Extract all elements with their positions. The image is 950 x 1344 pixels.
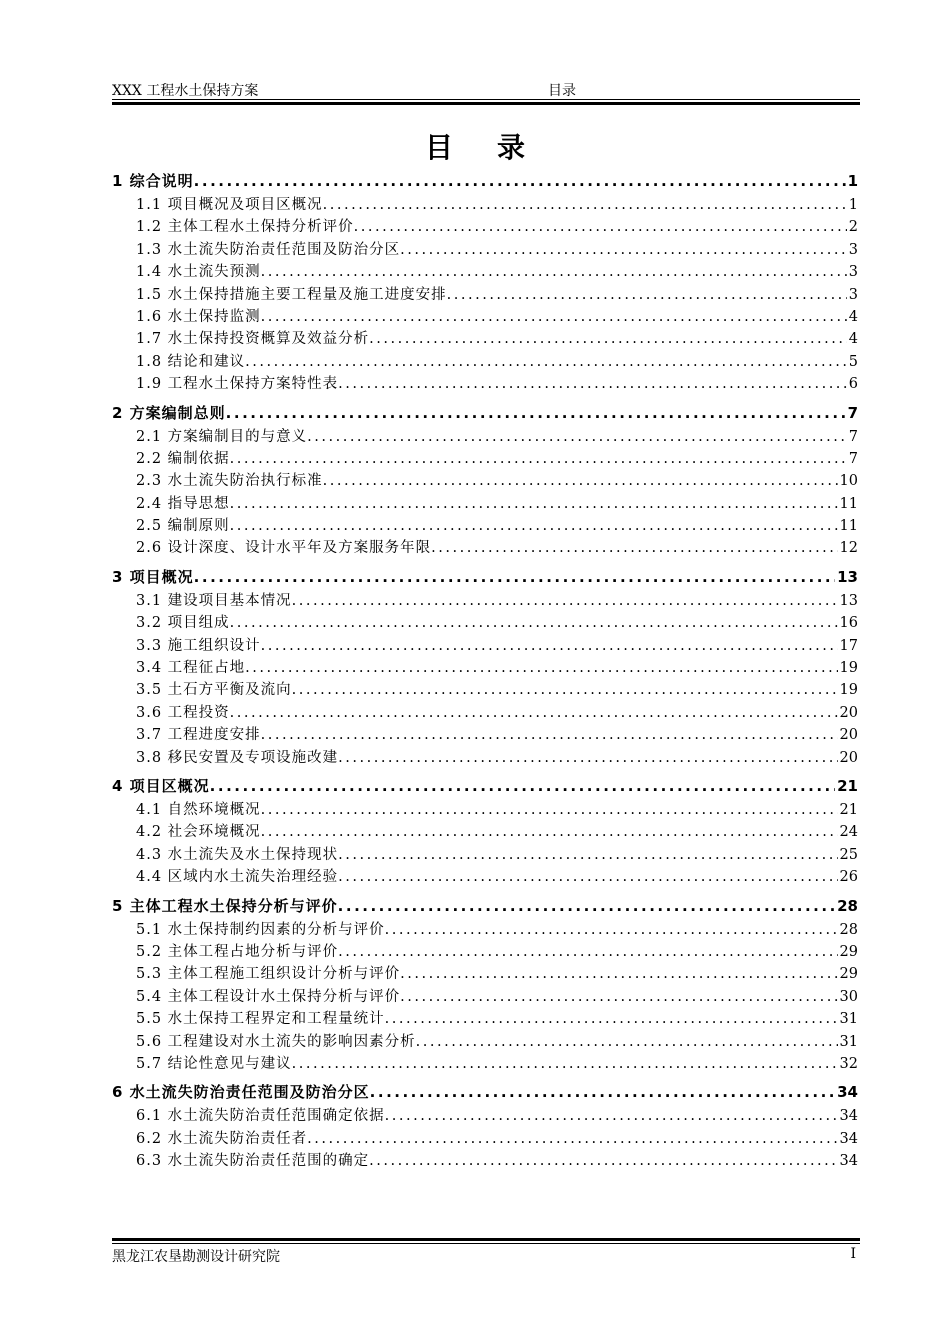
toc-entry-page-number: 6	[848, 376, 858, 393]
toc-chapter-entry[interactable]	[112, 893, 858, 919]
toc-entry-label: 6.1 水土流失防治责任范围确定依据	[136, 1108, 385, 1125]
toc-dot-leader	[261, 306, 847, 328]
toc-dot-leader	[338, 866, 837, 888]
toc-dot-leader	[245, 351, 847, 373]
toc-dot-leader	[226, 400, 846, 426]
toc-dot-leader	[194, 564, 835, 590]
toc-section-entry[interactable]	[112, 1105, 858, 1127]
toc-entry-label: 4.4 区域内水土流失治理经验	[136, 869, 339, 886]
page-footer	[112, 1246, 860, 1266]
toc-entry-label: 3.4 工程征占地	[136, 660, 246, 677]
toc-entry-label: 4.1 自然环境概况	[136, 801, 261, 818]
toc-section-entry[interactable]	[112, 470, 858, 492]
toc-section-entry[interactable]	[112, 679, 858, 701]
toc-section-entry[interactable]	[112, 1031, 858, 1053]
toc-section-entry[interactable]	[112, 747, 858, 769]
toc-dot-leader	[230, 702, 838, 724]
toc-entry-page-number: 30	[839, 988, 858, 1005]
toc-dot-leader	[261, 821, 838, 843]
toc-chapter-entry[interactable]	[112, 400, 858, 426]
toc-dot-leader	[261, 799, 838, 821]
toc-section-entry[interactable]	[112, 515, 858, 537]
toc-entry-label: 4.2 社会环境概况	[136, 824, 261, 841]
toc-section-entry[interactable]	[112, 612, 858, 634]
toc-section-entry[interactable]	[112, 194, 858, 216]
toc-entry-page-number: 31	[839, 1033, 858, 1050]
toc-dot-leader	[194, 168, 846, 194]
toc-dot-leader	[400, 963, 837, 985]
toc-dot-leader	[354, 216, 847, 238]
toc-entry-page-number: 19	[839, 682, 858, 699]
toc-section-entry[interactable]	[112, 328, 858, 350]
footer-rule-thick	[112, 1238, 860, 1241]
toc-entry-page-number: 11	[839, 495, 858, 512]
toc-section-entry[interactable]	[112, 284, 858, 306]
toc-entry-page-number: 20	[839, 704, 858, 721]
toc-entry-page-number: 21	[837, 776, 858, 795]
toc-chapter-entry[interactable]	[112, 168, 858, 194]
header-rule-thin	[112, 99, 860, 100]
toc-section-entry[interactable]	[112, 986, 858, 1008]
toc-dot-leader	[338, 747, 837, 769]
toc-dot-leader	[261, 724, 838, 746]
toc-chapter-entry[interactable]	[112, 1079, 858, 1105]
toc-section-entry[interactable]	[112, 351, 858, 373]
toc-entry-label: 3.7 工程进度安排	[136, 727, 261, 744]
toc-entry-page-number: 31	[839, 1011, 858, 1028]
toc-dot-leader	[369, 1150, 837, 1172]
toc-section-entry[interactable]	[112, 426, 858, 448]
footer-organization: 黑龙江农垦勘测设计研究院	[112, 1249, 280, 1265]
toc-entry-label: 2.1 方案编制目的与意义	[136, 428, 308, 445]
toc-dot-leader	[370, 1079, 835, 1105]
toc-dot-leader	[292, 1053, 838, 1075]
title-char-2: 录	[497, 131, 526, 164]
toc-entry-label: 6.3 水土流失防治责任范围的确定	[136, 1153, 370, 1170]
toc-dot-leader	[230, 448, 847, 470]
toc-chapter-entry[interactable]	[112, 564, 858, 590]
footer-page-number: I	[850, 1246, 856, 1262]
toc-dot-leader	[431, 537, 837, 559]
toc-dot-leader	[338, 373, 847, 395]
toc-section-entry[interactable]	[112, 799, 858, 821]
toc-entry-label: 1.8 结论和建议	[136, 353, 246, 370]
toc-entry-page-number: 2	[848, 219, 858, 236]
toc-entry-page-number: 3	[848, 286, 858, 303]
toc-entry-label: 1.7 水土保持投资概算及效益分析	[136, 331, 370, 348]
toc-section-entry[interactable]	[112, 844, 858, 866]
toc-entry-label: 5.6 工程建设对水土流失的影响因素分析	[136, 1033, 416, 1050]
toc-entry-label: 5 主体工程水土保持分析与评价	[112, 896, 338, 915]
toc-section-entry[interactable]	[112, 590, 858, 612]
toc-entry-page-number: 21	[839, 801, 858, 818]
toc-entry-page-number: 10	[839, 473, 858, 490]
toc-chapter-entry[interactable]	[112, 773, 858, 799]
toc-entry-page-number: 7	[847, 403, 858, 422]
toc-section-entry[interactable]	[112, 702, 858, 724]
toc-entry-page-number: 26	[839, 869, 858, 886]
header-document-title: XXX 工程水土保持方案	[112, 83, 259, 99]
toc-entry-page-number: 34	[839, 1108, 858, 1125]
toc-entry-label: 1.4 水土流失预测	[136, 264, 261, 281]
toc-entry-label: 6.2 水土流失防治责任者	[136, 1130, 308, 1147]
toc-dot-leader	[323, 194, 847, 216]
toc-dot-leader	[416, 1031, 838, 1053]
page-header	[112, 80, 860, 98]
toc-entry-label: 1.1 项目概况及项目区概况	[136, 197, 323, 213]
toc-dot-leader	[307, 426, 847, 448]
toc-entry-label: 2 方案编制总则	[112, 403, 226, 422]
toc-entry-page-number: 17	[839, 637, 858, 654]
toc-dot-leader	[210, 773, 835, 799]
toc-dot-leader	[230, 612, 838, 634]
toc-section-entry[interactable]	[112, 1008, 858, 1030]
toc-entry-page-number: 25	[839, 846, 858, 863]
toc-entry-page-number: 20	[839, 727, 858, 744]
toc-section-entry[interactable]	[112, 1150, 858, 1172]
toc-entry-page-number: 7	[848, 428, 858, 445]
toc-dot-leader	[338, 941, 837, 963]
toc-section-entry[interactable]	[112, 373, 858, 395]
toc-section-entry[interactable]	[112, 261, 858, 283]
toc-entry-label: 1.2 主体工程水土保持分析评价	[136, 219, 354, 236]
toc-dot-leader	[245, 657, 837, 679]
toc-section-entry[interactable]	[112, 919, 858, 941]
toc-entry-page-number: 20	[839, 749, 858, 766]
toc-dot-leader	[369, 328, 847, 350]
toc-section-entry[interactable]	[112, 306, 858, 328]
toc-dot-leader	[292, 590, 838, 612]
toc-section-entry[interactable]	[112, 448, 858, 470]
toc-section-entry[interactable]	[112, 537, 858, 559]
table-of-contents	[112, 168, 858, 1172]
toc-dot-leader	[338, 893, 835, 919]
toc-entry-page-number: 34	[839, 1130, 858, 1147]
toc-entry-label: 5.7 结论性意见与建议	[136, 1055, 292, 1072]
toc-section-entry[interactable]	[112, 866, 858, 888]
toc-dot-leader	[385, 919, 838, 941]
toc-entry-page-number: 29	[839, 966, 858, 983]
toc-section-entry[interactable]	[112, 493, 858, 515]
toc-dot-leader	[385, 1008, 838, 1030]
page-title	[0, 126, 950, 166]
toc-entry-page-number: 19	[839, 660, 858, 677]
toc-entry-label: 1 综合说明	[112, 172, 194, 190]
toc-dot-leader	[307, 1128, 837, 1150]
toc-entry-page-number: 12	[839, 540, 858, 557]
toc-section-entry[interactable]	[112, 1128, 858, 1150]
toc-section-entry[interactable]	[112, 635, 858, 657]
toc-entry-label: 2.5 编制原则	[136, 518, 230, 535]
toc-entry-label: 2.2 编制依据	[136, 450, 230, 467]
toc-section-entry[interactable]	[112, 1053, 858, 1075]
toc-section-entry[interactable]	[112, 216, 858, 238]
toc-dot-leader	[385, 1105, 838, 1127]
toc-dot-leader	[230, 515, 838, 537]
toc-entry-label: 3.1 建设项目基本情况	[136, 592, 292, 609]
toc-section-entry[interactable]	[112, 657, 858, 679]
toc-section-entry[interactable]	[112, 941, 858, 963]
toc-dot-leader	[400, 986, 837, 1008]
title-char-1: 目	[424, 131, 453, 164]
toc-section-entry[interactable]	[112, 239, 858, 261]
toc-entry-page-number: 3	[848, 264, 858, 281]
toc-entry-label: 1.6 水土保持监测	[136, 308, 261, 325]
toc-entry-label: 2.4 指导思想	[136, 495, 230, 512]
toc-entry-label: 2.3 水土流失防治执行标准	[136, 473, 323, 490]
toc-entry-page-number: 13	[839, 592, 858, 609]
toc-entry-label: 3.3 施工组织设计	[136, 637, 261, 654]
toc-entry-label: 5.4 主体工程设计水土保持分析与评价	[136, 988, 401, 1005]
toc-entry-label: 5.2 主体工程占地分析与评价	[136, 943, 339, 960]
toc-entry-page-number: 28	[837, 896, 858, 915]
toc-entry-label: 1.9 工程水土保持方案特性表	[136, 376, 339, 393]
toc-entry-label: 5.3 主体工程施工组织设计分析与评价	[136, 966, 401, 983]
toc-section-entry[interactable]	[112, 724, 858, 746]
toc-entry-page-number: 4	[848, 308, 858, 325]
toc-entry-label: 1.3 水土流失防治责任范围及防治分区	[136, 241, 401, 258]
toc-entry-page-number: 11	[839, 518, 858, 535]
toc-entry-label: 5.5 水土保持工程界定和工程量统计	[136, 1011, 385, 1028]
toc-dot-leader	[338, 844, 837, 866]
toc-entry-label: 4 项目区概况	[112, 776, 210, 795]
toc-dot-leader	[261, 261, 847, 283]
toc-dot-leader	[400, 239, 847, 261]
toc-dot-leader	[292, 679, 838, 701]
toc-entry-page-number: 3	[848, 241, 858, 258]
toc-entry-page-number: 34	[839, 1153, 858, 1170]
header-rule-thick	[112, 102, 860, 105]
toc-entry-page-number: 5	[848, 353, 858, 370]
toc-entry-page-number: 1	[847, 172, 858, 190]
toc-entry-page-number: 16	[839, 615, 858, 632]
toc-entry-label: 3.6 工程投资	[136, 704, 230, 721]
toc-entry-label: 2.6 设计深度、设计水平年及方案服务年限	[136, 540, 432, 557]
toc-entry-label: 5.1 水土保持制约因素的分析与评价	[136, 921, 385, 938]
toc-section-entry[interactable]	[112, 821, 858, 843]
toc-entry-label: 6 水土流失防治责任范围及防治分区	[112, 1083, 370, 1102]
toc-entry-label: 3 项目概况	[112, 567, 194, 586]
toc-entry-label: 4.3 水土流失及水土保持现状	[136, 846, 339, 863]
toc-entry-label: 1.5 水土保持措施主要工程量及施工进度安排	[136, 286, 447, 303]
toc-dot-leader	[323, 470, 838, 492]
toc-entry-page-number: 1	[848, 197, 858, 213]
toc-entry-page-number: 34	[837, 1083, 858, 1102]
toc-entry-label: 3.8 移民安置及专项设施改建	[136, 749, 339, 766]
header-section-title: 目录	[548, 83, 576, 99]
toc-section-entry[interactable]	[112, 963, 858, 985]
toc-entry-page-number: 24	[839, 824, 858, 841]
toc-entry-page-number: 4	[848, 331, 858, 348]
toc-entry-page-number: 13	[837, 567, 858, 586]
footer-rule-thin	[112, 1243, 860, 1244]
toc-dot-leader	[447, 284, 847, 306]
toc-entry-page-number: 32	[839, 1055, 858, 1072]
toc-dot-leader	[230, 493, 838, 515]
toc-entry-label: 3.5 土石方平衡及流向	[136, 682, 292, 699]
toc-entry-page-number: 7	[848, 450, 858, 467]
toc-dot-leader	[261, 635, 838, 657]
toc-entry-label: 3.2 项目组成	[136, 615, 230, 632]
toc-entry-page-number: 28	[839, 921, 858, 938]
toc-entry-page-number: 29	[839, 943, 858, 960]
